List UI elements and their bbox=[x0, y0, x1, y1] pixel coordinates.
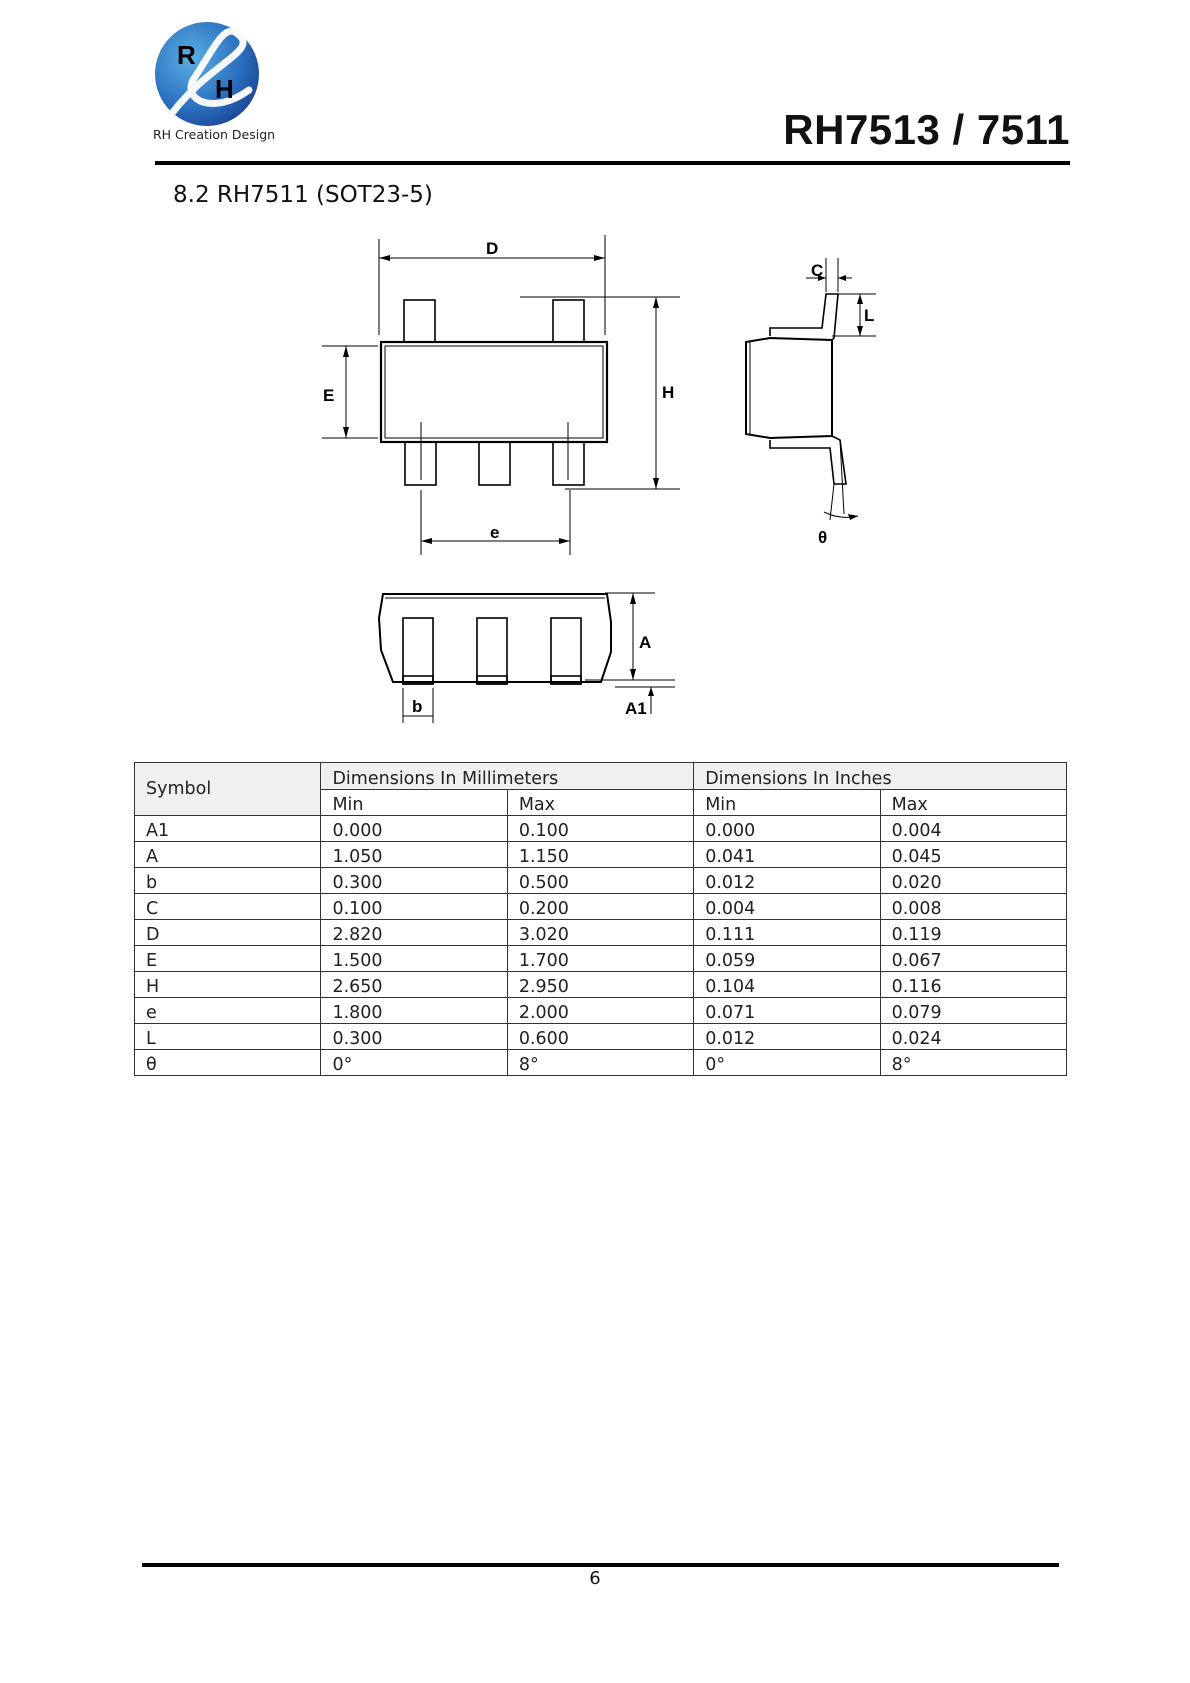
mm-header: Dimensions In Millimeters bbox=[321, 763, 694, 790]
table-cell-in-max: 0.045 bbox=[880, 842, 1066, 868]
table-row bbox=[135, 816, 1067, 842]
table-cell-mm-max: 0.500 bbox=[507, 868, 693, 894]
symbol-header: Symbol bbox=[135, 763, 321, 816]
dim-label-H: H bbox=[662, 383, 675, 402]
table-cell-mm-min: 1.500 bbox=[321, 946, 507, 972]
table-cell-mm-min: 0.300 bbox=[321, 868, 507, 894]
dim-label-D: D bbox=[486, 239, 499, 258]
package-top-view-drawing bbox=[300, 225, 700, 555]
table-cell-mm-min: 2.650 bbox=[321, 972, 507, 998]
table-row bbox=[135, 946, 1067, 972]
table-row bbox=[135, 1050, 1067, 1076]
dim-label-C: C bbox=[811, 261, 824, 280]
logo-caption: RH Creation Design bbox=[153, 127, 276, 142]
package-side-view-drawing bbox=[740, 258, 900, 548]
table-cell-mm-min: 0° bbox=[321, 1050, 507, 1076]
table-row bbox=[135, 1024, 1067, 1050]
inches-header: Dimensions In Inches bbox=[694, 763, 1067, 790]
svg-text:H: H bbox=[215, 74, 234, 104]
dim-label-A: A bbox=[639, 633, 652, 652]
table-cell-in-min: 0.012 bbox=[694, 1024, 880, 1050]
page-number: 6 bbox=[589, 1568, 601, 1589]
table-cell-mm-min: 2.820 bbox=[321, 920, 507, 946]
table-row bbox=[135, 998, 1067, 1024]
table-cell-in-max: 0.067 bbox=[880, 946, 1066, 972]
table-cell-mm-min: 0.100 bbox=[321, 894, 507, 920]
table-cell-in-max: 0.116 bbox=[880, 972, 1066, 998]
table-cell-in-min: 0.059 bbox=[694, 946, 880, 972]
table-cell-symbol: e bbox=[135, 998, 321, 1024]
table-cell-in-max: 8° bbox=[880, 1050, 1066, 1076]
table-row bbox=[135, 842, 1067, 868]
table-cell-mm-min: 0.300 bbox=[321, 1024, 507, 1050]
mm-max-header: Max bbox=[507, 789, 693, 816]
dim-label-E: E bbox=[323, 386, 335, 405]
table-cell-in-min: 0° bbox=[694, 1050, 880, 1076]
table-cell-in-min: 0.111 bbox=[694, 920, 880, 946]
table-cell-mm-min: 1.800 bbox=[321, 998, 507, 1024]
table-cell-in-min: 0.004 bbox=[694, 894, 880, 920]
table-cell-in-min: 0.104 bbox=[694, 972, 880, 998]
footer-rule bbox=[142, 1563, 1059, 1567]
table-cell-symbol: A1 bbox=[135, 816, 321, 842]
table-cell-mm-max: 0.200 bbox=[507, 894, 693, 920]
table-header-row bbox=[135, 763, 1067, 790]
table-cell-symbol: θ bbox=[135, 1050, 321, 1076]
dim-label-b: b bbox=[412, 697, 423, 716]
table-row bbox=[135, 894, 1067, 920]
table-cell-in-min: 0.041 bbox=[694, 842, 880, 868]
dim-label-theta: θ bbox=[818, 528, 828, 547]
table-cell-symbol: A bbox=[135, 842, 321, 868]
document-title: RH7513 / 7511 bbox=[783, 106, 1070, 153]
table-cell-mm-max: 2.950 bbox=[507, 972, 693, 998]
section-heading: 8.2 RH7511 (SOT23-5) bbox=[173, 182, 433, 208]
package-front-view-drawing bbox=[375, 588, 695, 728]
table-cell-mm-min: 1.050 bbox=[321, 842, 507, 868]
table-cell-symbol: D bbox=[135, 920, 321, 946]
table-cell-in-max: 0.004 bbox=[880, 816, 1066, 842]
table-cell-in-max: 0.024 bbox=[880, 1024, 1066, 1050]
table-cell-symbol: H bbox=[135, 972, 321, 998]
table-cell-mm-max: 0.600 bbox=[507, 1024, 693, 1050]
table-cell-mm-max: 8° bbox=[507, 1050, 693, 1076]
dim-label-e: e bbox=[490, 523, 500, 542]
svg-text:R: R bbox=[177, 40, 196, 70]
table-cell-in-max: 0.008 bbox=[880, 894, 1066, 920]
table-row bbox=[135, 920, 1067, 946]
header-rule bbox=[155, 161, 1070, 165]
table-cell-in-max: 0.079 bbox=[880, 998, 1066, 1024]
table-cell-symbol: b bbox=[135, 868, 321, 894]
table-cell-mm-max: 0.100 bbox=[507, 816, 693, 842]
table-cell-in-min: 0.071 bbox=[694, 998, 880, 1024]
table-row bbox=[135, 868, 1067, 894]
dim-label-A1: A1 bbox=[625, 699, 647, 718]
table-cell-mm-max: 2.000 bbox=[507, 998, 693, 1024]
table-cell-symbol: E bbox=[135, 946, 321, 972]
table-cell-in-max: 0.020 bbox=[880, 868, 1066, 894]
mm-min-header: Min bbox=[321, 789, 507, 816]
table-cell-in-max: 0.119 bbox=[880, 920, 1066, 946]
in-min-header: Min bbox=[694, 789, 880, 816]
table-cell-symbol: C bbox=[135, 894, 321, 920]
table-cell-mm-max: 1.150 bbox=[507, 842, 693, 868]
table-cell-mm-max: 3.020 bbox=[507, 920, 693, 946]
table-cell-in-min: 0.012 bbox=[694, 868, 880, 894]
table-row bbox=[135, 972, 1067, 998]
dimensions-table bbox=[134, 762, 1067, 1076]
in-max-header: Max bbox=[880, 789, 1066, 816]
table-cell-mm-max: 1.700 bbox=[507, 946, 693, 972]
dim-label-L: L bbox=[864, 306, 875, 325]
table-cell-symbol: L bbox=[135, 1024, 321, 1050]
company-logo bbox=[153, 20, 261, 128]
table-cell-in-min: 0.000 bbox=[694, 816, 880, 842]
table-cell-mm-min: 0.000 bbox=[321, 816, 507, 842]
